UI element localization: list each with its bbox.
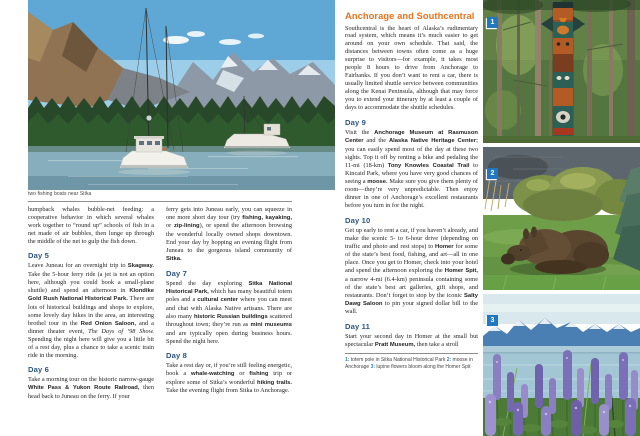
caption-divider — [345, 353, 478, 354]
day-9-heading: Day 9 — [345, 117, 367, 127]
photo-1-badge: 1 — [487, 17, 498, 28]
day-5-heading: Day 5 — [28, 251, 50, 261]
day-10-heading: Day 10 — [345, 215, 371, 225]
totem-pole-illustration — [483, 0, 640, 143]
day-7-heading: Day 7 — [166, 268, 188, 278]
moose-illustration — [483, 147, 640, 290]
photo-totem-pole — [483, 0, 640, 143]
right-column — [345, 10, 478, 371]
photo-3-badge: 3 — [487, 315, 498, 326]
day-6-heading: Day 6 — [28, 365, 50, 375]
photo-2-badge: 2 — [487, 168, 498, 179]
day-11-heading: Day 11 — [345, 321, 370, 331]
fishing-boats-illustration — [28, 0, 335, 190]
day-5-paragraph: Leave Juneau for an overnight trip to Skagway. Take the 5-hour ferry ride (a jet is not an option here, although you could book a small-plane shuttle) and spend an afternoon in Klondike Gold Rush National Historical Park. There are lots of historical buildings and shops to explore, some lovely day hikes in the area, an interesting brothel tour in the Red Onion Saloon, and a dinner theater event, The Days of ’98 Show. Spending the night here will give you a little bit of a rest day, plus a chance to take a scenic train ride in the morning. — [28, 262, 154, 359]
lupine-flowers-illustration — [483, 294, 640, 436]
lead-paragraph: humpback whales bubble-net feeding: a cooperative behavior in which several whales work together to “round up” schools of fish in a net made of air bubbles, then lunge up through the middle of the net to gulp the fish down. — [28, 206, 154, 245]
left-column-1 — [28, 206, 154, 402]
caption-divider — [28, 201, 292, 202]
section-intro-paragraph: Southcentral is the heart of Alaska’s rudimentary road system, which means it’s much easier to get around on your own schedule. That said, the distances between towns often come as a huge surprise to visitors—for example, it takes most people 8 hours to drive from Anchorage to Fairbanks. If you don’t want to rent a car, there is usually limited shuttle service between communities along the Kenai Peninsula, although that may force you to extend your itinerary by at least a couple of days to accommodate the shuttle schedules. — [345, 24, 478, 112]
day-7-paragraph: Spend the day exploring Sitka National Historical Park, which has many beautiful totem poles and a cultural center where you can meet and chat with Alaska Native artisans. There are also many historic Russian buildings scattered throughout town; they’re run as mini museums and are typically open during business hours. Spend the night here. — [166, 279, 292, 345]
day-9-paragraph: Visit the Anchorage Museum at Rasmuson Center and the Alaska Native Heritage Center; you can easily spend most of the day at these two sights. Top it off by renting a bike and pedaling the 11-mi (18-km) Tony Knowles Coastal Trail to Kincaid Park, where you have very good chances of seeing a moose. Make sure you give them plenty of room—they’re very unpredictable. Then enjoy dinner in one of Anchorage’s excellent restaurants before you turn in for the night. — [345, 128, 479, 210]
photo-two-fishing-boats — [28, 0, 335, 190]
day-8-paragraph: Take a rest day or, if you’re still feeling energetic, book a whale-watching or fishing trip or explore some of Sitka’s wonderful hiking trails. Take the evening flight from Sitka to Anchorage. — [166, 362, 292, 394]
photo-strip — [483, 0, 640, 436]
photo-lupine-flowers — [483, 294, 640, 436]
day-6-paragraph: Take a morning tour on the historic narrow-gauge White Pass & Yukon Route Railroad, then head back to Juneau on the ferry. If your — [28, 376, 154, 400]
hero-photo-caption: two fishing boats near Sitka — [28, 191, 92, 197]
day-10-paragraph: Get up early to rent a car, if you haven’t already, and make the scenic 5- to 6-hour drive (depending on traffic and photo and rest stops) to Homer for some of the state’s best food, fishing, and art—all in one place. Once you get to Homer, check into your hotel and spend the afternoon exploring the Homer Spit, a narrow 4-mi (6.4-km) peninsula containing some of the state’s best art galleries, gift shops, and restaurants. Don’t forget to stop by the iconic Salty Dawg Saloon to pin your signed dollar bill to the wall. — [345, 226, 479, 316]
photo-moose — [483, 147, 640, 290]
day-8-heading: Day 8 — [166, 351, 188, 361]
left-column-2 — [166, 206, 292, 396]
numbered-photo-caption: 1: totem pole in Sitka National Historical Park 2: moose in Anchorage 3: lupine flowers bloom along the Homer Spit — [345, 356, 473, 370]
day-11-paragraph: Start your second day in Homer at the small but spectacular Pratt Museum, then take a stroll — [345, 332, 478, 348]
section-heading: Anchorage and Southcentral — [345, 10, 475, 21]
lead-paragraph: ferry gets into Juneau early, you can squeeze in one more short day tour (try fishing, kayaking, or zip-lining), or spend the afternoon browsing the wonderful locally owned shops downtown. End your day by hopping an evening flight from Juneau to the gorgeous island community of Sitka. — [166, 206, 292, 262]
